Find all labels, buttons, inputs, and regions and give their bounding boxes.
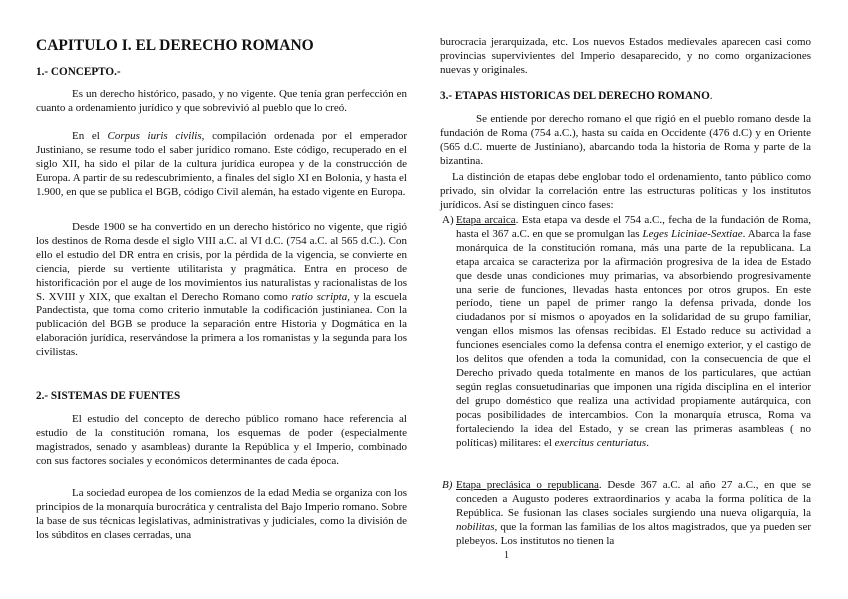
section-1-paragraph-2: [36, 130, 407, 200]
section-1-paragraph-1: Es un derecho histórico, pasado, y no vigente. Que tenía gran perfección en cuanto a ordenamiento jurídico y que sobrevivió al pueblo que lo creó.: [36, 88, 407, 114]
section-3-heading-text: 3.- ETAPAS HISTORICAS DEL DERECHO ROMANO: [440, 90, 710, 102]
continuation-paragraph: burocracia jerarquizada, etc. Los nuevos Estados medievales aparecen casi como provincias supervivientes del Imperio desaparecido, y no como organizaciones nuevas y originales.: [440, 36, 811, 76]
latin-term: ratio scripta: [291, 290, 348, 303]
section-3-heading-suffix: .: [709, 90, 713, 102]
latin-term: Corpus iuris civilis: [107, 130, 202, 142]
section-2-heading: 2.- SISTEMAS DE FUENTES: [36, 390, 181, 402]
list-body-text: , que la forman las familias de los altos magistrados, que ya pueden ser plebeyos. Los institutos no tienen la: [456, 520, 811, 547]
list-body-text: .: [646, 436, 649, 449]
chapter-title: CAPITULO I. EL DERECHO ROMANO: [36, 37, 314, 54]
stage-title: Etapa preclásica o republicana: [456, 479, 599, 491]
section-2-paragraph-2: La sociedad europea de los comienzos de la edad Media se organiza con los principios de la monarquía burocrática y centralista del Bajo Imperio romano. Sobre la base de sus técnicas legislativas, administrativas y judiciales, como la división de los súbditos en clases cerradas, una: [36, 487, 407, 541]
page-number: 1: [504, 550, 509, 561]
section-3-paragraph-1: Se entiende por derecho romano el que rigió en el pueblo romano desde la fundación de Roma (754 a.C.), hasta su caída en Occidente (476 d.C) y en Oriente (565 d.C. muerte de Justiniano), abarcando toda la historia de Roma y parte de la bizantina.: [440, 113, 811, 167]
section-1-paragraph-3: [36, 221, 407, 360]
latin-term: nobilitas: [456, 520, 495, 533]
section-3-paragraph-2: La distinción de etapas debe englobar todo el ordenamiento, tanto público como privado, sin olvidar la correlación entre las estructuras políticas y los institutos jurídicos. Así se distinguen cinco fases:: [440, 171, 811, 211]
paragraph-text: Desde 1900 se ha convertido en un derecho histórico no vigente, que rigió los destinos de Roma desde el siglo VIII a.C. al VI d.C. (754 a.C. al 565 d.C.). Con ello el estudio del DR entra en crisis, por la pérdida de la vigencia, se convierte en ciencia, pierde su vertiente utilitarista y pragmática. Entra en proceso de historificación por el auge de los movimientos ius naturalistas y racionalistas de los S. XVIII y XIX, que exaltan el Derecho Romano como: [36, 221, 407, 303]
latin-term: Leges Liciniae-Sextiae: [642, 227, 743, 240]
list-body-text: . Abarca la fase monárquica de la constitución romana, más una parte de la republicana. La etapa arcaica se caracteriza por la afirmación progresiva de la idea de Estado que desde unas condiciones muy primarias, va absorbiendo progresivamente una serie de funciones, llevadas hasta entonces por otros grupos. En este período, tiene un papel de primer rango la defensa privada, donde los ciudadanos por sí mismos o apoyados en la solidaridad de su grupo familiar, vengan ellos mismos las ofensas recibidas. El Estado reduce su actividad a funciones esenciales como la defensa contra el enemigo exterior, y el castigo de los delitos que ofenden a toda la comunidad, con la consecuencia de que el Derecho privado queda totalmente en manos de los particulares, que actúan según reglas consuetudinarias que imponen una rígida disciplina en el interior del grupo doméstico que realiza una actividad propiamente autárquica, con pocas posibilidades de intercambios. Con la monarquía etrusca, Roma va fortaleciendo la idea del Estado, y se crean las primeras asambleas ( no políticas) militares: el: [456, 227, 811, 449]
list-marker-b: B): [442, 479, 453, 491]
section-1-heading: 1.- CONCEPTO.-: [36, 66, 121, 78]
latin-term: exercitus centuriatus: [554, 436, 647, 449]
paragraph-text: , compilación ordenada por el emperador Justiniano, se resume todo el saber jurídico romano. Este código, recuperado en el siglo XII, ha sido el pilar de la cultura jurídica europea y de la construcción de Europa. A partir de su redescubrimiento, a finales del siglo XI en Bolonia, y hasta el 1.900, en que se publica el BGB, código Civil alemán, ha estado vigente en Europa.: [36, 130, 408, 198]
list-body-text: . Desde 367 a.C. al año 27 a.C., en que se conceden a Augusto poderes extraordinarios y acaba la forma política de la República. Se fusionan las clases sociales surgiendo una nueva oligarquía, la: [456, 479, 811, 519]
stage-title: Etapa arcaica: [456, 214, 516, 226]
list-marker-a: A): [442, 214, 454, 226]
paragraph-text: , y la escuela Pandectista, que toma como criterio inmutable la codificación justinianea. Con la publicación del BGB se produce la separación entre Historia y Dogmática en la elaboración jurídica, reservándose la primera a los romanistas y la segunda para los civilistas.: [36, 290, 407, 359]
list-text-b: [456, 479, 811, 549]
list-body-text: . Esta etapa va desde el 754 a.C., fecha de la fundación de Roma, hasta el 367 a.C. en que se promulgan las: [456, 214, 812, 240]
section-3-heading: [440, 90, 713, 102]
paragraph-text: En el: [72, 130, 108, 142]
list-text-a: [456, 214, 811, 450]
section-2-paragraph-1: El estudio del concepto de derecho público romano hace referencia al estudio de la constitución romana, los esquemas de poder (especialmente magistrados, senado y asambleas) durante la República y el Imperio, combinado con sus factores sociales y económicos determinantes de cada época.: [36, 413, 407, 467]
